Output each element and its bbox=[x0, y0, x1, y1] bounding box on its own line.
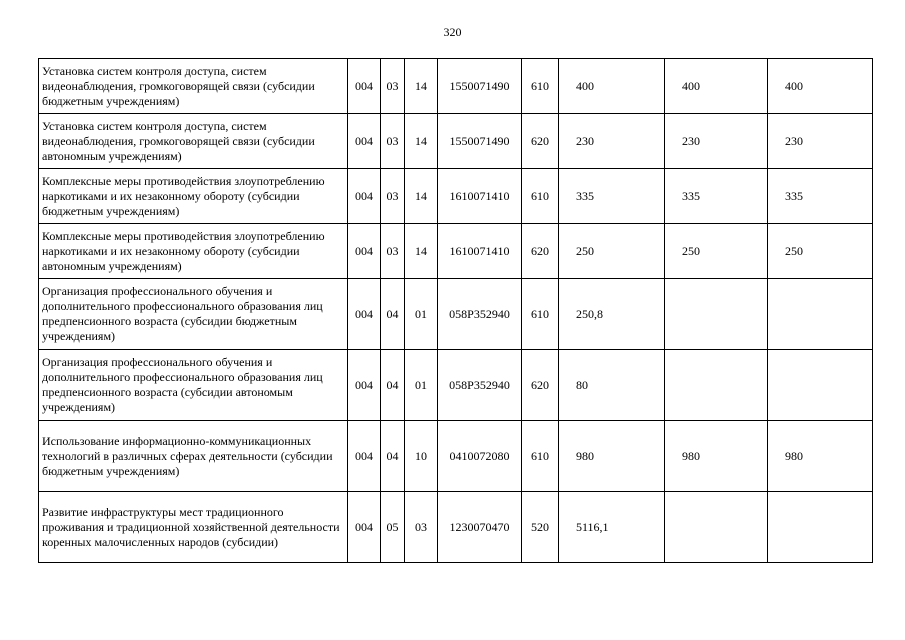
amount-year-2: 230 bbox=[665, 114, 768, 169]
amount-year-2 bbox=[665, 492, 768, 563]
ministry-code: 004 bbox=[348, 169, 381, 224]
expense-type-code: 610 bbox=[522, 279, 559, 350]
expense-type-code: 610 bbox=[522, 169, 559, 224]
target-article-code: 1610071410 bbox=[438, 169, 522, 224]
ministry-code: 004 bbox=[348, 350, 381, 421]
expense-type-code: 620 bbox=[522, 224, 559, 279]
expense-name: Организация профессионального обучения и дополнительного профессионального образования лиц предпенсионного возраста (субсидии бюджетным учреждениям) bbox=[39, 279, 348, 350]
amount-year-1: 250 bbox=[559, 224, 665, 279]
table-row bbox=[39, 492, 873, 563]
amount-year-3: 980 bbox=[768, 421, 873, 492]
expense-name: Установка систем контроля доступа, систем видеонаблюдения, громкоговорящей связи (субсидии бюджетным учреждениям) bbox=[39, 59, 348, 114]
target-article-code: 1230070470 bbox=[438, 492, 522, 563]
amount-year-1: 5116,1 bbox=[559, 492, 665, 563]
amount-year-2: 980 bbox=[665, 421, 768, 492]
ministry-code: 004 bbox=[348, 279, 381, 350]
table-row bbox=[39, 350, 873, 421]
expense-type-code: 610 bbox=[522, 59, 559, 114]
amount-year-1: 335 bbox=[559, 169, 665, 224]
amount-year-2: 335 bbox=[665, 169, 768, 224]
table-row bbox=[39, 279, 873, 350]
expense-type-code: 620 bbox=[522, 114, 559, 169]
amount-year-2: 400 bbox=[665, 59, 768, 114]
amount-year-1: 980 bbox=[559, 421, 665, 492]
section-code: 04 bbox=[381, 279, 405, 350]
budget-table bbox=[38, 58, 873, 563]
ministry-code: 004 bbox=[348, 224, 381, 279]
section-code: 03 bbox=[381, 59, 405, 114]
amount-year-3 bbox=[768, 279, 873, 350]
section-code: 04 bbox=[381, 421, 405, 492]
amount-year-1: 250,8 bbox=[559, 279, 665, 350]
subsection-code: 14 bbox=[405, 59, 438, 114]
subsection-code: 01 bbox=[405, 279, 438, 350]
target-article-code: 058P352940 bbox=[438, 279, 522, 350]
subsection-code: 14 bbox=[405, 169, 438, 224]
section-code: 04 bbox=[381, 350, 405, 421]
page-number: 320 bbox=[443, 25, 462, 39]
ministry-code: 004 bbox=[348, 114, 381, 169]
target-article-code: 058P352940 bbox=[438, 350, 522, 421]
amount-year-2 bbox=[665, 279, 768, 350]
section-code: 05 bbox=[381, 492, 405, 563]
subsection-code: 03 bbox=[405, 492, 438, 563]
target-article-code: 1550071490 bbox=[438, 59, 522, 114]
table-row bbox=[39, 169, 873, 224]
target-article-code: 1610071410 bbox=[438, 224, 522, 279]
amount-year-3: 230 bbox=[768, 114, 873, 169]
section-code: 03 bbox=[381, 224, 405, 279]
target-article-code: 0410072080 bbox=[438, 421, 522, 492]
expense-type-code: 610 bbox=[522, 421, 559, 492]
expense-type-code: 520 bbox=[522, 492, 559, 563]
amount-year-3 bbox=[768, 350, 873, 421]
amount-year-1: 230 bbox=[559, 114, 665, 169]
table-row bbox=[39, 224, 873, 279]
expense-name: Развитие инфраструктуры мест традиционного проживания и традиционной хозяйственной деятельности коренных малочисленных народов (субсидии) bbox=[39, 492, 348, 563]
amount-year-3: 400 bbox=[768, 59, 873, 114]
section-code: 03 bbox=[381, 169, 405, 224]
expense-name: Установка систем контроля доступа, систем видеонаблюдения, громкоговорящей связи (субсидии автономным учреждениям) bbox=[39, 114, 348, 169]
table-row bbox=[39, 421, 873, 492]
table-row bbox=[39, 114, 873, 169]
amount-year-2: 250 bbox=[665, 224, 768, 279]
subsection-code: 14 bbox=[405, 224, 438, 279]
amount-year-3: 335 bbox=[768, 169, 873, 224]
ministry-code: 004 bbox=[348, 59, 381, 114]
subsection-code: 10 bbox=[405, 421, 438, 492]
amount-year-2 bbox=[665, 350, 768, 421]
expense-name: Комплексные меры противодействия злоупотреблению наркотиками и их незаконному обороту (субсидии автономным учреждениям) bbox=[39, 224, 348, 279]
amount-year-1: 80 bbox=[559, 350, 665, 421]
expense-name: Использование информационно-коммуникационных технологий в различных сферах деятельности (субсидии бюджетным учреждениям) bbox=[39, 421, 348, 492]
ministry-code: 004 bbox=[348, 492, 381, 563]
ministry-code: 004 bbox=[348, 421, 381, 492]
expense-name: Организация профессионального обучения и дополнительного профессионального образования лиц предпенсионного возраста (субсидии автономым учреждениям) bbox=[39, 350, 348, 421]
expense-type-code: 620 bbox=[522, 350, 559, 421]
amount-year-3 bbox=[768, 492, 873, 563]
subsection-code: 01 bbox=[405, 350, 438, 421]
table-row bbox=[39, 59, 873, 114]
amount-year-1: 400 bbox=[559, 59, 665, 114]
subsection-code: 14 bbox=[405, 114, 438, 169]
section-code: 03 bbox=[381, 114, 405, 169]
expense-name: Комплексные меры противодействия злоупотреблению наркотиками и их незаконному обороту (субсидии бюджетным учреждениям) bbox=[39, 169, 348, 224]
amount-year-3: 250 bbox=[768, 224, 873, 279]
target-article-code: 1550071490 bbox=[438, 114, 522, 169]
